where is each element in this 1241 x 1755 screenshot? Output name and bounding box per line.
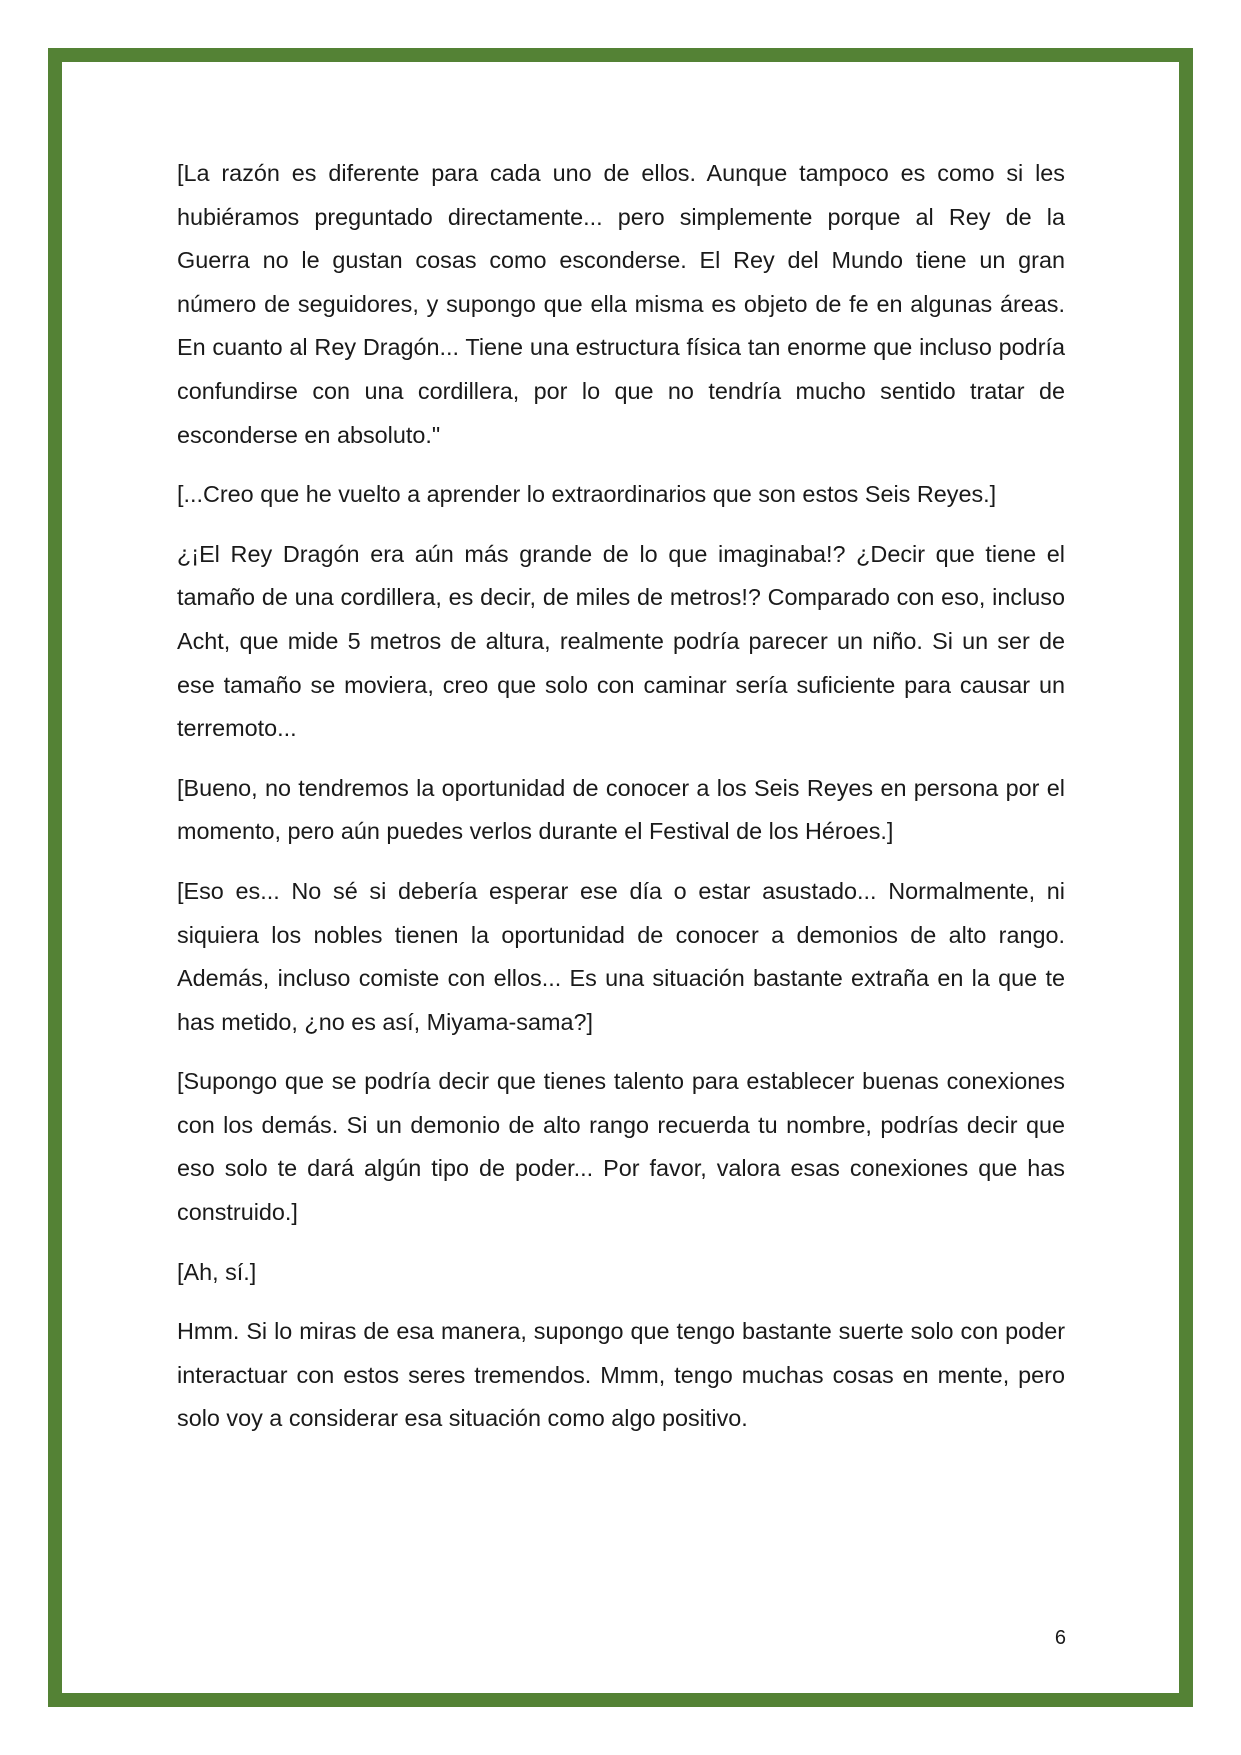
- document-body: [177, 152, 1065, 1457]
- paragraph-5: [Eso es... No sé si debería esperar ese día o estar asustado... Normalmente, ni siquiera los nobles tienen la oportunidad de conocer a demonios de alto rango. Además, incluso comiste con ellos... Es una situación bastante extraña en la que te has metido, ¿no es así, Miyama-sama?]: [177, 877, 1065, 1035]
- paragraph-8: Hmm. Si lo miras de esa manera, supongo que tengo bastante suerte solo con poder interactuar con estos seres tremendos. Mmm, tengo muchas cosas en mente, pero solo voy a considerar esa situación como algo positivo.: [177, 1318, 1065, 1432]
- paragraph-6: [Supongo que se podría decir que tienes talento para establecer buenas conexiones con los demás. Si un demonio de alto rango recuerda tu nombre, podrías decir que eso solo te dará algún tipo de poder... Por favor, valora esas conexiones que has construido.]: [177, 1068, 1065, 1226]
- paragraph-1: [La razón es diferente para cada uno de ellos. Aunque tampoco es como si les hubiéramos preguntado directamente... pero simplemente porque al Rey de la Guerra no le gustan cosas como esconderse. El Rey del Mundo tiene un gran número de seguidores, y supongo que ella misma es objeto de fe en algunas áreas. En cuanto al Rey Dragón... Tiene una estructura física tan enorme que incluso podría confundirse con una cordillera, por lo que no tendría mucho sentido tratar de esconderse en absoluto.": [177, 160, 1065, 448]
- paragraph-4: [Bueno, no tendremos la oportunidad de conocer a los Seis Reyes en persona por el momento, pero aún puedes verlos durante el Festival de los Héroes.]: [177, 774, 1065, 845]
- paragraph-7: [Ah, sí.]: [177, 1258, 257, 1285]
- paragraph-2: [...Creo que he vuelto a aprender lo extraordinarios que son estos Seis Reyes.]: [177, 481, 997, 508]
- paragraph-3: ¿¡El Rey Dragón era aún más grande de lo que imaginaba!? ¿Decir que tiene el tamaño de una cordillera, es decir, de miles de metros!? Comparado con eso, incluso Acht, que mide 5 metros de altura, realmente podría parecer un niño. Si un ser de ese tamaño se moviera, creo que solo con caminar sería suficiente para causar un terremoto...: [177, 540, 1065, 742]
- page-number: 6: [1054, 1627, 1066, 1649]
